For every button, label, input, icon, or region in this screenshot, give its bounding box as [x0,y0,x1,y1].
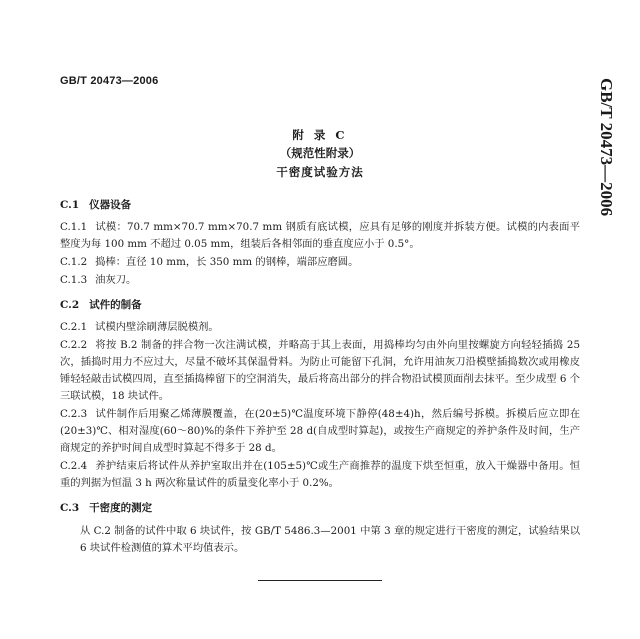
clause-text: 将按 B.2 制备的拌合物一次注满试模，并略高于其上表面，用捣棒均匀由外向里按螺旋方向轻轻插捣 25 次，插捣时用力不应过大，尽量不破坏其保温骨料。为防止可能留下孔洞，允许用油灰刀沿模壁插捣数次或用橡皮锤轻轻敲击试模四周，直至插捣棒留下的空洞消失，最后将高出部分的拌合物沿试模顶面削去抹平。至少成型 6 个三联试模，18 块试件。 [60,339,580,402]
clause-c2-3 [60,406,580,457]
clause-c1-1 [60,219,580,253]
section-title: 试件的制备 [89,299,142,311]
side-standard-code: GB/T 20473—2006 [597,78,616,217]
clause-c2-4 [60,458,580,492]
section-heading-c2 [60,297,142,312]
clause-number: C.1.1 [60,221,88,233]
clause-number: C.1.3 [60,274,88,286]
clause-number: C.2.1 [60,321,88,333]
clause-text: 捣棒：直径 10 mm，长 350 mm 的钢棒，端部应磨圆。 [95,256,359,268]
section-number: C.2 [60,299,80,311]
end-rule [258,580,382,581]
appendix-type: （规范性附录） [279,146,361,160]
section-heading-c1 [60,197,131,212]
standard-code-header: GB/T 20473—2006 [60,75,159,87]
clause-text: 试模内壁涂刷薄层脱模剂。 [95,321,219,333]
clause-c3-body: 从 C.2 制备的试件中取 6 块试件，按 GB/T 5486.3—2001 中第 3 章的规定进行干密度的测定，试验结果以 6 块试件检测值的算术平均值表示。 [80,525,580,554]
clause-c2-2 [60,337,580,405]
clause-c1-2 [60,254,580,271]
section-number: C.1 [60,199,80,211]
clause-number: C.2.3 [60,408,88,420]
section-number: C.3 [60,502,80,514]
clause-c1-3 [60,272,580,289]
clause-text: 试件制作后用聚乙烯薄膜覆盖，在(20±5)℃温度环境下静停(48±4)h，然后编号拆模。拆模后应立即在(20±3)℃、相对湿度(60～80)%的条件下养护至 28 d(自成型时算起)，或按生产商规定的养护条件及时间，生产商规定的养护时间自成型时算起不得多于 28 d。 [60,408,580,454]
clause-text: 试模：70.7 mm×70.7 mm×70.7 mm 钢质有底试模，应具有足够的刚度并拆装方便。试模的内表面平整度为每 100 mm 不超过 0.05 mm，组装后各相邻面的垂直度应小于 0.5°。 [60,221,580,250]
appendix-name: 干密度试验方法 [276,165,364,179]
section-title: 干密度的测定 [89,502,153,514]
clause-number: C.1.2 [60,256,88,268]
clause-text: 养护结束后将试件从养护室取出并在(105±5)℃或生产商推荐的温度下烘至恒重，放入干燥器中备用。恒重的判据为恒温 3 h 两次称量试件的质量变化率小于 0.2%。 [60,460,580,489]
section-heading-c3 [60,500,152,515]
section-title: 仪器设备 [89,199,132,211]
clause-number: C.2.2 [60,339,88,351]
clause-number: C.2.4 [60,460,88,472]
clause-text: 油灰刀。 [95,274,137,286]
appendix-title: 附 录 C [292,128,348,142]
clause-c2-1 [60,319,580,336]
